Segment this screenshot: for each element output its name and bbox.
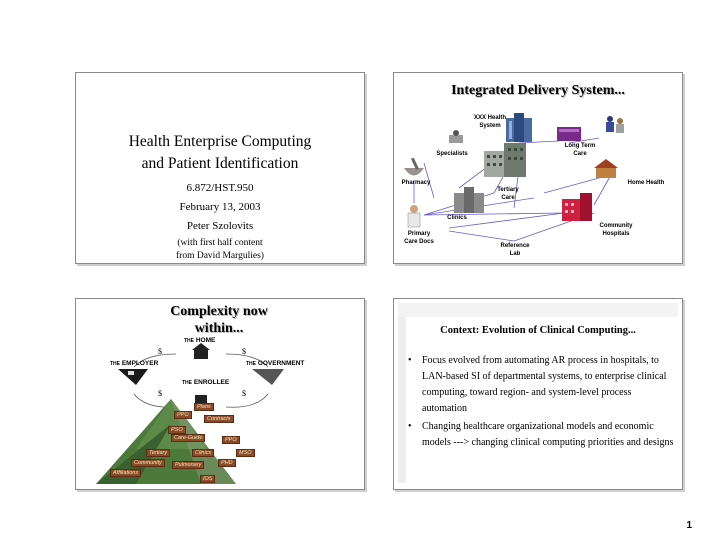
- pyramid-label-ppo: PPO: [174, 411, 192, 419]
- label-tertiary-care: Tertiary Care: [497, 187, 519, 201]
- bullet-item: [408, 419, 674, 451]
- specialists-icon: [449, 130, 463, 143]
- pyramid-label-affiliations: Affiliations: [110, 469, 141, 477]
- label-employer: [110, 360, 158, 367]
- pyramid-label-mso: MSO: [236, 449, 255, 457]
- pyramid-label-clinics: Clinics: [192, 449, 214, 457]
- slide1-title-line2: and Patient Identification: [141, 155, 299, 172]
- home-icon: [192, 343, 210, 359]
- label-home: [184, 337, 215, 344]
- clinics-building-icon: [454, 187, 484, 213]
- the-prefix-employer: THE: [110, 361, 120, 367]
- pyramid-label-ios: IOS: [200, 475, 215, 483]
- slide4-bullet-list: [408, 353, 674, 451]
- home-health-house-icon: [594, 159, 618, 178]
- employer-icon: [118, 369, 148, 385]
- slide3-title-line1: Complexity now: [170, 304, 268, 319]
- slide1-date: February 13, 2003: [179, 201, 261, 213]
- slide-complexity: [75, 298, 365, 490]
- pharmacy-icon: [404, 158, 424, 176]
- slide4-top-bar: [398, 303, 678, 317]
- pyramid-label-contracts: Contracts: [204, 415, 234, 423]
- bullet-text: Focus evolved from automating AR process in hospitals, to LAN-based SI of departmental systems, to enterprise clinical computing, toward region- and system-level process automation: [422, 355, 667, 414]
- slide-title: [75, 72, 365, 264]
- bullet-text: Changing healthcare organizational models and economic models ---> changing clinical computing priorities and designs: [422, 421, 674, 448]
- community-hospital-icon: [562, 193, 592, 221]
- page-number: 1: [686, 520, 692, 531]
- delivery-network-diagram: [394, 73, 682, 263]
- label-community-hospitals: Community Hospitals: [599, 223, 633, 237]
- label-enrollee: [182, 379, 229, 386]
- label-xxx-health-system: XXX Health System: [473, 115, 506, 129]
- slide-context-evolution: [393, 298, 683, 490]
- label-specialists: Specialists: [436, 151, 468, 157]
- the-prefix-enrollee: THE: [182, 380, 192, 386]
- the-prefix-government: THE: [246, 361, 256, 367]
- pyramid-label-care-guide: Care-Guide: [171, 434, 205, 442]
- enrollee-icon: [195, 395, 207, 403]
- the-prefix-home: THE: [184, 338, 194, 344]
- label-clinics: Clinics: [447, 215, 467, 221]
- pyramid-label-pso: PSO: [168, 426, 186, 434]
- label-home-health: Home Health: [627, 180, 665, 186]
- slide2-title: Integrated Delivery System...: [451, 83, 625, 98]
- government-icon: [252, 369, 284, 385]
- slide1-note-line1: (with first half content: [177, 238, 263, 248]
- government-text: GOVERNMENT: [257, 360, 305, 367]
- employer-text: EMPLOYER: [121, 360, 159, 367]
- doctor-icon: [408, 205, 420, 227]
- people-icon: [606, 116, 624, 133]
- slide-integrated-delivery: [393, 72, 683, 264]
- bullet-dot: •: [408, 421, 412, 432]
- dollar-4: $: [242, 389, 246, 398]
- slide3-title-line2: within...: [194, 321, 244, 336]
- slide1-title-line1: Health Enterprise Computing: [128, 133, 312, 150]
- slide1-author: Peter Szolovits: [186, 220, 254, 232]
- pyramid-label-phd: PHD: [218, 459, 236, 467]
- slide1-note-line2: from David Margulies): [176, 251, 264, 261]
- pyramid-label-pulmonary: Pulmonary: [172, 461, 204, 469]
- pyramid-label-community: Community: [131, 459, 165, 467]
- label-government: [246, 360, 304, 367]
- label-long-term-care: Long Term Care: [564, 143, 596, 157]
- enrollee-text: ENROLLEE: [193, 379, 230, 386]
- long-term-care-building-icon: [557, 127, 581, 141]
- bullet-dot: •: [408, 355, 412, 366]
- dollar-2: $: [242, 347, 246, 356]
- dollar-3: $: [158, 389, 162, 398]
- bullet-item: [408, 353, 674, 417]
- slide1-title: [76, 131, 364, 175]
- label-pharmacy: Pharmacy: [401, 180, 431, 186]
- pyramid-label-ppo2: PPO: [222, 436, 240, 444]
- dollar-1: $: [158, 347, 162, 356]
- slide4-title: Context: Evolution of Clinical Computing...: [440, 325, 636, 336]
- tertiary-care-building-icon: [484, 143, 526, 177]
- label-reference-lab: Reference Lab: [500, 243, 530, 257]
- course-number: 6.872/HST.950: [186, 182, 254, 194]
- pyramid-label-plans: Plans: [194, 403, 214, 411]
- home-text: HOME: [195, 337, 216, 344]
- pyramid-label-tertiary: Tertiary: [146, 449, 170, 457]
- label-primary-care-docs: Primary Care Docs: [404, 231, 434, 245]
